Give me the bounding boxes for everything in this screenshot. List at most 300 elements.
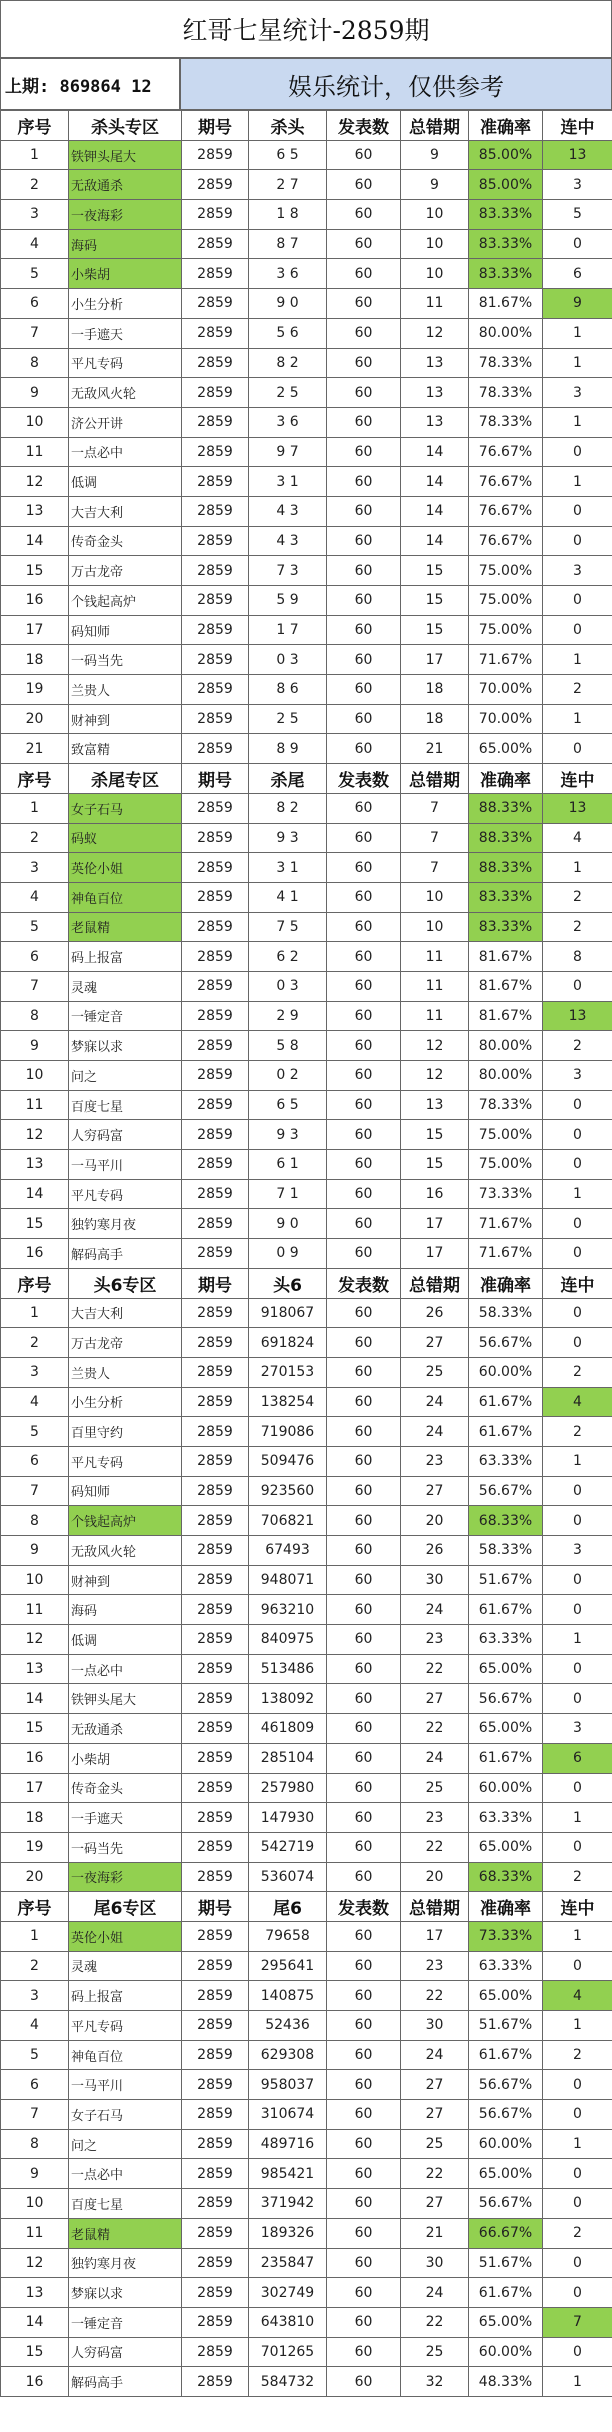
cell-seq: 15 [1,2337,69,2367]
cell-name: 一点必中 [69,1654,182,1684]
cell-errors: 17 [401,645,469,675]
cell-streak: 0 [543,2337,612,2367]
column-header-errors: 总错期 [401,1892,469,1922]
cell-issue: 2859 [182,882,249,912]
cell-issue: 2859 [182,170,249,200]
cell-accuracy: 61.67% [469,2278,543,2308]
cell-issue: 2859 [182,1506,249,1536]
cell-seq: 5 [1,1417,69,1447]
cell-accuracy: 75.00% [469,1150,543,1180]
column-header-published: 发表数 [327,1892,401,1922]
cell-seq: 10 [1,2189,69,2219]
cell-errors: 24 [401,1743,469,1773]
cell-pick: 9 0 [249,1209,327,1239]
cell-pick: 9 7 [249,437,327,467]
cell-pick: 9 3 [249,823,327,853]
cell-accuracy: 71.67% [469,1209,543,1239]
cell-streak: 0 [543,2100,612,2130]
column-header-errors: 总错期 [401,111,469,141]
cell-errors: 10 [401,229,469,259]
cell-published: 60 [327,823,401,853]
stats-table-body [1,111,612,2397]
cell-name: 财神到 [69,1565,182,1595]
cell-accuracy: 76.67% [469,467,543,497]
cell-errors: 22 [401,1981,469,2011]
table-row [1,1061,612,1091]
cell-streak: 1 [543,407,612,437]
cell-seq: 10 [1,1565,69,1595]
cell-errors: 11 [401,1001,469,1031]
table-row [1,2129,612,2159]
cell-published: 60 [327,289,401,319]
cell-accuracy: 56.67% [469,2070,543,2100]
cell-seq: 3 [1,1981,69,2011]
cell-published: 60 [327,704,401,734]
cell-streak: 1 [543,1179,612,1209]
table-row [1,2040,612,2070]
cell-streak: 0 [543,1298,612,1328]
cell-issue: 2859 [182,2159,249,2189]
cell-pick: 2 7 [249,170,327,200]
column-header-pick: 杀头 [249,111,327,141]
cell-published: 60 [327,2307,401,2337]
cell-issue: 2859 [182,2248,249,2278]
cell-accuracy: 83.33% [469,229,543,259]
cell-name: 一手遮天 [69,318,182,348]
table-row [1,200,612,230]
cell-name: 一码当先 [69,645,182,675]
cell-errors: 14 [401,496,469,526]
table-row [1,2070,612,2100]
cell-errors: 18 [401,675,469,705]
cell-pick: 3 6 [249,407,327,437]
cell-published: 60 [327,1981,401,2011]
cell-streak: 0 [543,1328,612,1358]
cell-streak: 3 [543,1714,612,1744]
cell-pick: 8 2 [249,348,327,378]
cell-streak: 13 [543,140,612,170]
cell-pick: 285104 [249,1743,327,1773]
cell-streak: 13 [543,793,612,823]
cell-name: 英伦小姐 [69,1921,182,1951]
cell-errors: 23 [401,1951,469,1981]
cell-pick: 691824 [249,1328,327,1358]
cell-pick: 9 3 [249,1120,327,1150]
cell-accuracy: 60.00% [469,2129,543,2159]
section-header-row [1,1268,612,1298]
cell-errors: 23 [401,1803,469,1833]
table-row [1,526,612,556]
cell-pick: 257980 [249,1773,327,1803]
section-header-row [1,764,612,794]
cell-name: 平凡专码 [69,2011,182,2041]
cell-pick: 958037 [249,2070,327,2100]
cell-name: 码知师 [69,615,182,645]
cell-seq: 15 [1,1209,69,1239]
cell-streak: 6 [543,1743,612,1773]
cell-name: 独钓寒月夜 [69,1209,182,1239]
cell-streak: 1 [543,348,612,378]
column-header-issue: 期号 [182,764,249,794]
column-header-pick: 头6 [249,1268,327,1298]
cell-name: 问之 [69,2129,182,2159]
cell-errors: 27 [401,1328,469,1358]
cell-streak: 2 [543,882,612,912]
cell-accuracy: 81.67% [469,971,543,1001]
table-row [1,793,612,823]
table-row [1,2189,612,2219]
table-row [1,259,612,289]
cell-errors: 27 [401,2189,469,2219]
cell-errors: 17 [401,1239,469,1269]
cell-errors: 30 [401,2011,469,2041]
cell-streak: 1 [543,1625,612,1655]
cell-pick: 189326 [249,2218,327,2248]
cell-pick: 8 2 [249,793,327,823]
cell-errors: 22 [401,1832,469,1862]
table-row [1,615,612,645]
cell-published: 60 [327,140,401,170]
cell-name: 老鼠精 [69,912,182,942]
table-row [1,2100,612,2130]
table-row [1,675,612,705]
cell-published: 60 [327,2100,401,2130]
cell-accuracy: 65.00% [469,1654,543,1684]
cell-issue: 2859 [182,793,249,823]
cell-pick: 4 3 [249,526,327,556]
cell-streak: 0 [543,1090,612,1120]
cell-accuracy: 73.33% [469,1921,543,1951]
cell-seq: 12 [1,1120,69,1150]
cell-published: 60 [327,912,401,942]
cell-name: 小生分析 [69,289,182,319]
cell-published: 60 [327,675,401,705]
cell-errors: 25 [401,1773,469,1803]
cell-streak: 9 [543,289,612,319]
cell-pick: 489716 [249,2129,327,2159]
cell-pick: 310674 [249,2100,327,2130]
cell-errors: 27 [401,1684,469,1714]
table-row [1,289,612,319]
cell-pick: 719086 [249,1417,327,1447]
cell-accuracy: 76.67% [469,437,543,467]
cell-seq: 20 [1,1862,69,1892]
cell-errors: 24 [401,1387,469,1417]
cell-seq: 1 [1,1298,69,1328]
cell-accuracy: 61.67% [469,1743,543,1773]
cell-issue: 2859 [182,2070,249,2100]
cell-streak: 1 [543,645,612,675]
cell-issue: 2859 [182,2367,249,2397]
column-header-seq: 序号 [1,764,69,794]
cell-errors: 20 [401,1862,469,1892]
cell-published: 60 [327,437,401,467]
cell-accuracy: 75.00% [469,1120,543,1150]
cell-errors: 13 [401,348,469,378]
cell-published: 60 [327,2367,401,2397]
cell-name: 铁钾头尾大 [69,140,182,170]
cell-published: 60 [327,1743,401,1773]
cell-streak: 1 [543,318,612,348]
cell-name: 个钱起高炉 [69,586,182,616]
cell-accuracy: 48.33% [469,2367,543,2397]
cell-errors: 15 [401,1120,469,1150]
cell-issue: 2859 [182,1654,249,1684]
cell-seq: 16 [1,1743,69,1773]
cell-name: 百度七星 [69,1090,182,1120]
cell-errors: 13 [401,1090,469,1120]
cell-name: 灵魂 [69,1951,182,1981]
cell-streak: 0 [543,1684,612,1714]
cell-pick: 701265 [249,2337,327,2367]
cell-streak: 0 [543,1239,612,1269]
cell-pick: 542719 [249,1832,327,1862]
cell-seq: 5 [1,259,69,289]
disclaimer-banner: 娱乐统计，仅供参考 [180,58,612,110]
cell-accuracy: 56.67% [469,1684,543,1714]
cell-seq: 10 [1,407,69,437]
table-row [1,1832,612,1862]
cell-pick: 0 3 [249,645,327,675]
cell-seq: 5 [1,912,69,942]
cell-name: 一夜海彩 [69,1862,182,1892]
cell-seq: 15 [1,556,69,586]
cell-published: 60 [327,1536,401,1566]
cell-pick: 79658 [249,1921,327,1951]
cell-seq: 3 [1,1357,69,1387]
table-row [1,1862,612,1892]
cell-name: 平凡专码 [69,1446,182,1476]
cell-errors: 15 [401,1150,469,1180]
cell-published: 60 [327,348,401,378]
table-row [1,1595,612,1625]
cell-errors: 10 [401,200,469,230]
cell-streak: 1 [543,1921,612,1951]
cell-streak: 8 [543,942,612,972]
cell-accuracy: 80.00% [469,1031,543,1061]
table-row [1,2367,612,2397]
cell-issue: 2859 [182,1476,249,1506]
cell-published: 60 [327,1150,401,1180]
cell-accuracy: 75.00% [469,615,543,645]
cell-issue: 2859 [182,1951,249,1981]
cell-name: 海码 [69,1595,182,1625]
table-row [1,1684,612,1714]
cell-issue: 2859 [182,1743,249,1773]
cell-name: 灵魂 [69,971,182,1001]
table-row [1,1921,612,1951]
cell-errors: 22 [401,1654,469,1684]
cell-issue: 2859 [182,1120,249,1150]
cell-issue: 2859 [182,259,249,289]
cell-name: 小生分析 [69,1387,182,1417]
cell-issue: 2859 [182,378,249,408]
cell-errors: 7 [401,823,469,853]
cell-accuracy: 65.00% [469,1832,543,1862]
cell-streak: 1 [543,467,612,497]
table-row [1,2248,612,2278]
cell-streak: 2 [543,1031,612,1061]
cell-errors: 10 [401,912,469,942]
cell-pick: 0 9 [249,1239,327,1269]
table-row [1,496,612,526]
cell-published: 60 [327,1417,401,1447]
cell-streak: 4 [543,1387,612,1417]
cell-seq: 14 [1,1684,69,1714]
cell-accuracy: 83.33% [469,259,543,289]
cell-streak: 2 [543,2218,612,2248]
cell-errors: 30 [401,1565,469,1595]
cell-issue: 2859 [182,1387,249,1417]
cell-pick: 461809 [249,1714,327,1744]
stats-table [0,110,612,2397]
cell-pick: 8 6 [249,675,327,705]
cell-accuracy: 75.00% [469,586,543,616]
cell-published: 60 [327,942,401,972]
cell-issue: 2859 [182,1001,249,1031]
table-row [1,1239,612,1269]
cell-published: 60 [327,1595,401,1625]
cell-errors: 24 [401,2040,469,2070]
cell-pick: 0 3 [249,971,327,1001]
section-header-row [1,1892,612,1922]
table-row [1,1446,612,1476]
cell-name: 百度七星 [69,2189,182,2219]
cell-published: 60 [327,2278,401,2308]
table-row [1,2337,612,2367]
cell-published: 60 [327,1684,401,1714]
cell-accuracy: 81.67% [469,1001,543,1031]
cell-issue: 2859 [182,200,249,230]
cell-name: 平凡专码 [69,1179,182,1209]
cell-accuracy: 61.67% [469,1417,543,1447]
cell-pick: 1 7 [249,615,327,645]
cell-errors: 25 [401,2337,469,2367]
cell-pick: 1 8 [249,200,327,230]
cell-pick: 3 6 [249,259,327,289]
table-row [1,1714,612,1744]
table-row [1,704,612,734]
cell-errors: 10 [401,882,469,912]
cell-seq: 2 [1,1951,69,1981]
cell-published: 60 [327,2337,401,2367]
table-row [1,912,612,942]
cell-pick: 235847 [249,2248,327,2278]
cell-streak: 3 [543,1536,612,1566]
column-header-name: 杀头专区 [69,111,182,141]
cell-published: 60 [327,229,401,259]
cell-name: 一点必中 [69,437,182,467]
cell-name: 一锤定音 [69,2307,182,2337]
cell-published: 60 [327,170,401,200]
table-row [1,1803,612,1833]
cell-issue: 2859 [182,853,249,883]
cell-name: 梦寐以求 [69,2278,182,2308]
cell-pick: 270153 [249,1357,327,1387]
column-header-name: 尾6专区 [69,1892,182,1922]
cell-issue: 2859 [182,586,249,616]
cell-accuracy: 70.00% [469,704,543,734]
cell-streak: 0 [543,526,612,556]
cell-seq: 2 [1,1328,69,1358]
cell-seq: 16 [1,586,69,616]
cell-issue: 2859 [182,1981,249,2011]
table-row [1,407,612,437]
cell-streak: 2 [543,1417,612,1447]
cell-name: 一锤定音 [69,1001,182,1031]
cell-streak: 1 [543,2011,612,2041]
cell-accuracy: 63.33% [469,1803,543,1833]
cell-errors: 32 [401,2367,469,2397]
cell-published: 60 [327,1625,401,1655]
cell-published: 60 [327,1179,401,1209]
cell-seq: 6 [1,2070,69,2100]
cell-streak: 2 [543,1862,612,1892]
cell-name: 低调 [69,467,182,497]
cell-issue: 2859 [182,1832,249,1862]
cell-pick: 536074 [249,1862,327,1892]
cell-streak: 0 [543,1476,612,1506]
cell-pick: 584732 [249,2367,327,2397]
column-header-accuracy: 准确率 [469,1892,543,1922]
cell-errors: 15 [401,615,469,645]
cell-seq: 4 [1,882,69,912]
cell-issue: 2859 [182,1595,249,1625]
cell-streak: 0 [543,2278,612,2308]
cell-errors: 26 [401,1536,469,1566]
cell-accuracy: 51.67% [469,1565,543,1595]
table-row [1,2011,612,2041]
cell-name: 财神到 [69,704,182,734]
cell-seq: 15 [1,1714,69,1744]
cell-issue: 2859 [182,704,249,734]
cell-errors: 25 [401,1357,469,1387]
table-row [1,2218,612,2248]
cell-published: 60 [327,645,401,675]
cell-streak: 1 [543,1446,612,1476]
cell-accuracy: 83.33% [469,882,543,912]
cell-issue: 2859 [182,1446,249,1476]
cell-published: 60 [327,882,401,912]
cell-name: 独钓寒月夜 [69,2248,182,2278]
table-row [1,348,612,378]
cell-accuracy: 61.67% [469,2040,543,2070]
cell-seq: 17 [1,1773,69,1803]
table-row [1,1506,612,1536]
column-header-accuracy: 准确率 [469,764,543,794]
cell-accuracy: 58.33% [469,1536,543,1566]
cell-errors: 7 [401,853,469,883]
cell-accuracy: 75.00% [469,556,543,586]
cell-seq: 4 [1,1387,69,1417]
cell-issue: 2859 [182,1209,249,1239]
cell-published: 60 [327,526,401,556]
table-row [1,1357,612,1387]
cell-streak: 0 [543,229,612,259]
cell-errors: 26 [401,1298,469,1328]
cell-issue: 2859 [182,645,249,675]
cell-seq: 18 [1,1803,69,1833]
cell-name: 万古龙帝 [69,556,182,586]
cell-accuracy: 65.00% [469,734,543,764]
cell-streak: 2 [543,2040,612,2070]
cell-published: 60 [327,378,401,408]
cell-seq: 11 [1,437,69,467]
cell-errors: 22 [401,2307,469,2337]
cell-errors: 14 [401,467,469,497]
cell-issue: 2859 [182,1625,249,1655]
cell-issue: 2859 [182,1357,249,1387]
